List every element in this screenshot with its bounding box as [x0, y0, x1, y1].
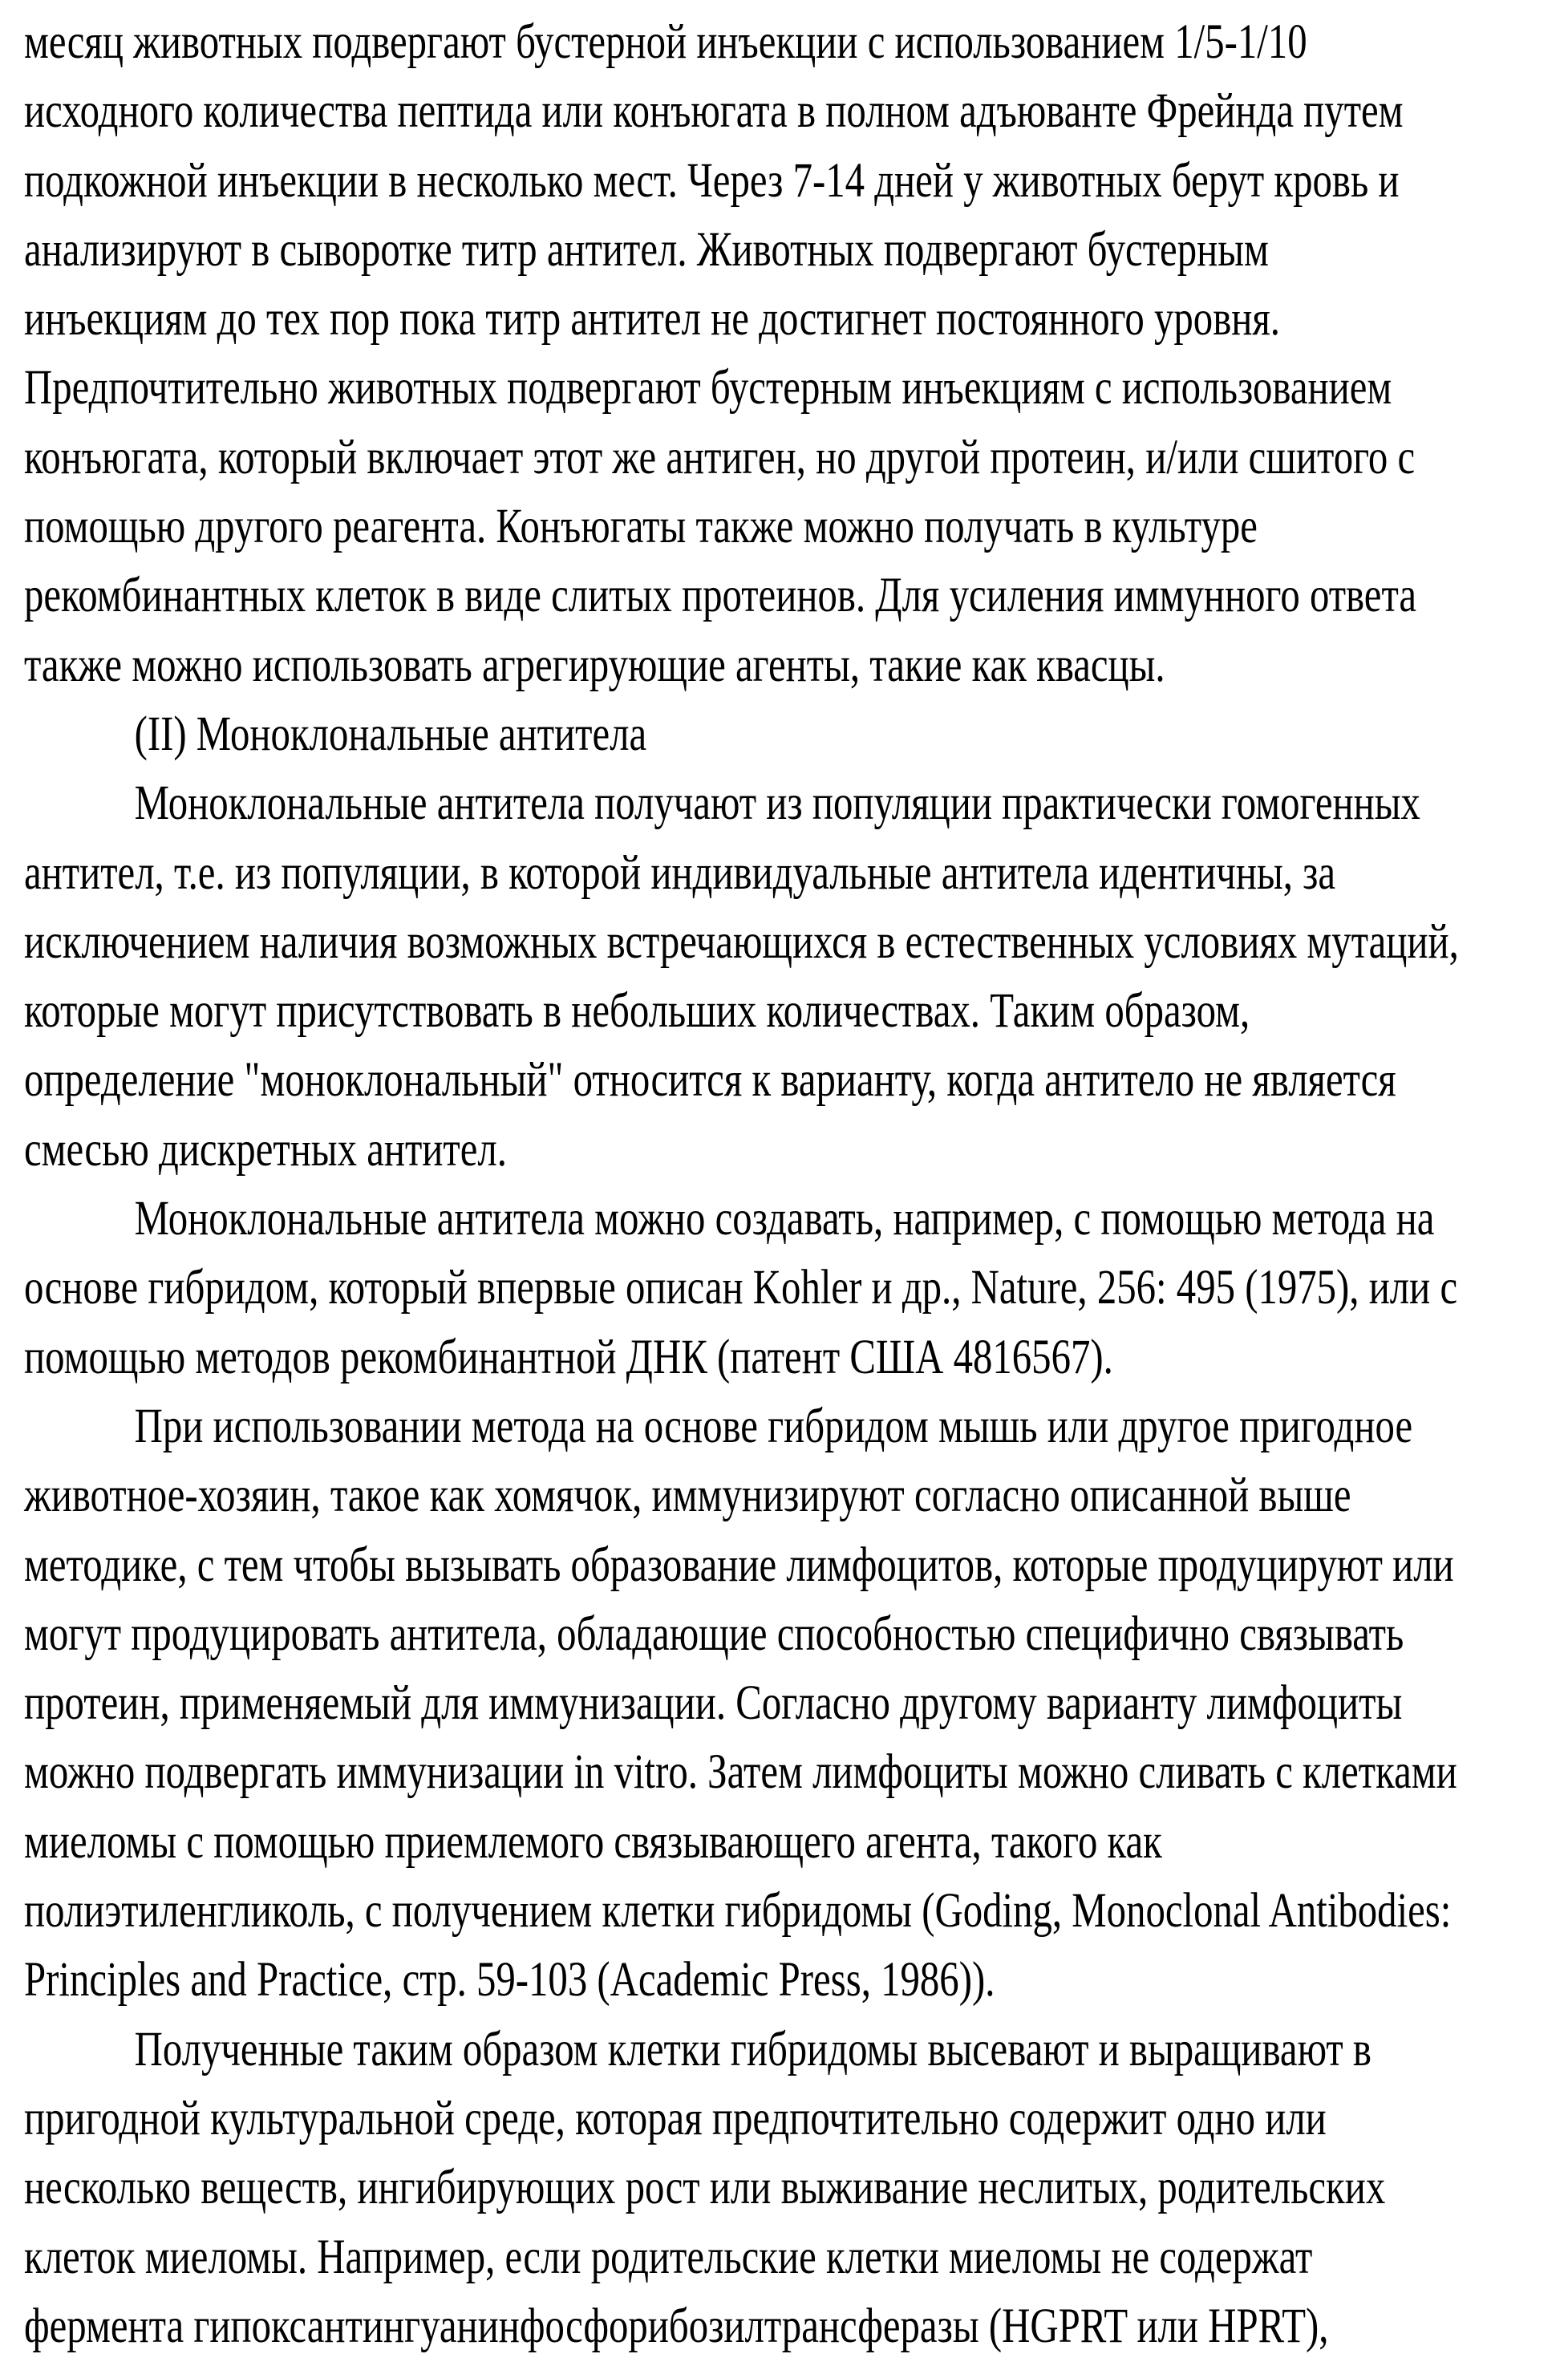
text-line: миеломы с помощью приемлемого связывающего агента, такого как [24, 1814, 1162, 1869]
text-line: Предпочтительно животных подвергают бустерным инъекциям с использованием [24, 361, 1392, 415]
text-line: смесью дискретных антител. [24, 1122, 507, 1177]
text-line: животное-хозяин, такое как хомячок, иммунизируют согласно описанной выше [24, 1469, 1351, 1523]
text-line: конъюгата, который включает этот же антиген, но другой протеин, и/или сшитого с [24, 430, 1416, 484]
text-line: помощью другого реагента. Конъюгаты также можно получать в культуре [24, 500, 1258, 554]
text-line: антител, т.е. из популяции, в которой индивидуальные антитела идентичны, за [24, 845, 1336, 900]
text-line: протеин, применяемый для иммунизации. Согласно другому варианту лимфоциты [24, 1676, 1403, 1731]
text-line: определение "моноклональный" относится к варианту, когда антитело не является [24, 1053, 1396, 1108]
text-line: исходного количества пептида или конъюгата в полном адъюванте Фрейнда путем [24, 84, 1404, 139]
text-line: исключением наличия возможных встречающихся в естественных условиях мутаций, [24, 914, 1459, 969]
text-line: методике, с тем чтобы вызывать образование лимфоцитов, которые продуцируют или [24, 1538, 1454, 1592]
text-line: Моноклональные антитела получают из популяции практически гомогенных [134, 776, 1420, 831]
text-line: помощью методов рекомбинантной ДНК (патент США 4816567). [24, 1330, 1113, 1384]
text-line: месяц животных подвергают бустерной инъекции с использованием 1/5-1/10 [24, 15, 1307, 69]
text-line: также можно использовать агрегирующие агенты, такие как квасцы. [24, 638, 1165, 692]
text-line: (II) Моноклональные антитела [134, 707, 647, 761]
text-line: несколько веществ, ингибирующих рост или выживание неслитых, родительских [24, 2161, 1386, 2215]
text-line: анализируют в сыворотке титр антител. Животных подвергают бустерным [24, 222, 1269, 277]
text-line: можно подвергать иммунизации in vitro. Затем лимфоциты можно сливать с клетками [24, 1745, 1457, 1800]
text-line: подкожной инъекции в несколько мест. Через 7-14 дней у животных берут кровь и [24, 153, 1400, 208]
text-line: При использовании метода на основе гибридом мышь или другое пригодное [134, 1399, 1413, 1453]
text-line: основе гибридом, который впервые описан Kohler и др., Nature, 256: 495 (1975), или с [24, 1261, 1458, 1315]
text-line: пригодной культуральной среде, которая предпочтительно содержит одно или [24, 2091, 1327, 2145]
document-text-block [24, 8, 1544, 2361]
text-line: клеток миеломы. Например, если родительские клетки миеломы не содержат [24, 2230, 1313, 2284]
text-line: Моноклональные антитела можно создавать, например, с помощью метода на [134, 1192, 1435, 1246]
text-line: Полученные таким образом клетки гибридомы высевают и выращивают в [134, 2022, 1371, 2076]
text-line: Principles and Practice, стр. 59-103 (Academic Press, 1986)). [24, 1953, 995, 2007]
text-line: полиэтиленгликоль, с получением клетки гибридомы (Goding, Monoclonal Antibodies: [24, 1884, 1452, 1939]
text-line: инъекциям до тех пор пока титр антител не достигнет постоянного уровня. [24, 292, 1281, 346]
text-line: рекомбинантных клеток в виде слитых протеинов. Для усиления иммунного ответа [24, 569, 1417, 623]
text-line: могут продуцировать антитела, обладающие способностью специфично связывать [24, 1606, 1404, 1661]
text-line: которые могут присутствовать в небольших количествах. Таким образом, [24, 984, 1250, 1039]
text-line: фермента гипоксантингуанинфосфорибозилтрансферазы (HGPRT или HPRT), [24, 2299, 1329, 2353]
